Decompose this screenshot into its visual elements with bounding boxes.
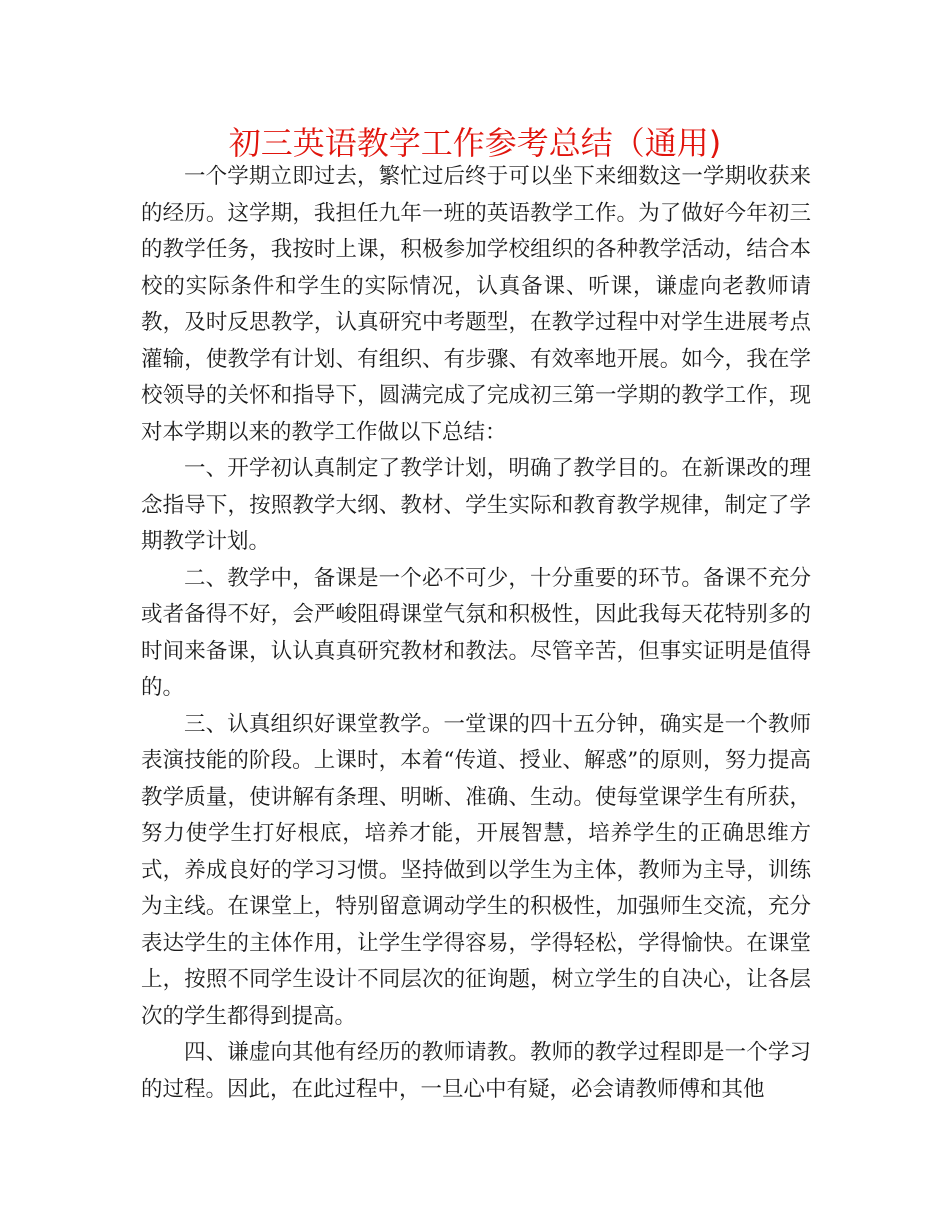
paragraph-2: 二、教学中，备课是一个必不可少，十分重要的环节。备课不充分或者备得不好，会严峻阻碍课堂气氛和积极性，因此我每天花特别多的时间来备课，认认真真研究教材和教法。尽管辛苦，但事实证明是值得的。 (141, 565, 811, 700)
paragraph-4: 四、谦虚向其他有经历的教师请教。教师的教学过程即是一个学习的过程。因此，在此过程中，一旦心中有疑，必会请教师傅和其他 (141, 1040, 811, 1102)
document-title: 初三英语教学工作参考总结（通用) (228, 124, 722, 162)
paragraph-intro: 一个学期立即过去，繁忙过后终于可以坐下来细数这一学期收获来的经历。这学期，我担任九年一班的英语教学工作。为了做好今年初三的教学任务，我按时上课，积极参加学校组织的各种教学活动，结合本校的实际条件和学生的实际情况，认真备课、听课，谦虚向老教师请教，及时反思教学，认真研究中考题型，在教学过程中对学生进展考点灌输，使教学有计划、有组织、有步骤、有效率地开展。如今，我在学校领导的关怀和指导下，圆满完成了完成初三第一学期的教学工作，现对本学期以来的教学工作做以下总结： (141, 164, 811, 445)
document-body (141, 159, 811, 1108)
paragraph-1: 一、开学初认真制定了教学计划，明确了教学目的。在新课改的理念指导下，按照教学大纲、教材、学生实际和教育教学规律，制定了学期教学计划。 (141, 456, 811, 554)
paragraph-3: 三、认真组织好课堂教学。一堂课的四十五分钟，确实是一个教师表演技能的阶段。上课时，本着“传道、授业、解惑”的原则，努力提高教学质量，使讲解有条理、明晰、准确、生动。使每堂课学生有所获，努力使学生打好根底，培养才能，开展智慧，培养学生的正确思维方式，养成良好的学习习惯。坚持做到以学生为主体，教师为主导，训练为主线。在课堂上，特别留意调动学生的积极性，加强师生交流，充分表达学生的主体作用，让学生学得容易，学得轻松，学得愉快。在课堂上，按照不同学生设计不同层次的征询题，树立学生的自决心，让各层次的学生都得到提高。 (141, 711, 811, 1029)
